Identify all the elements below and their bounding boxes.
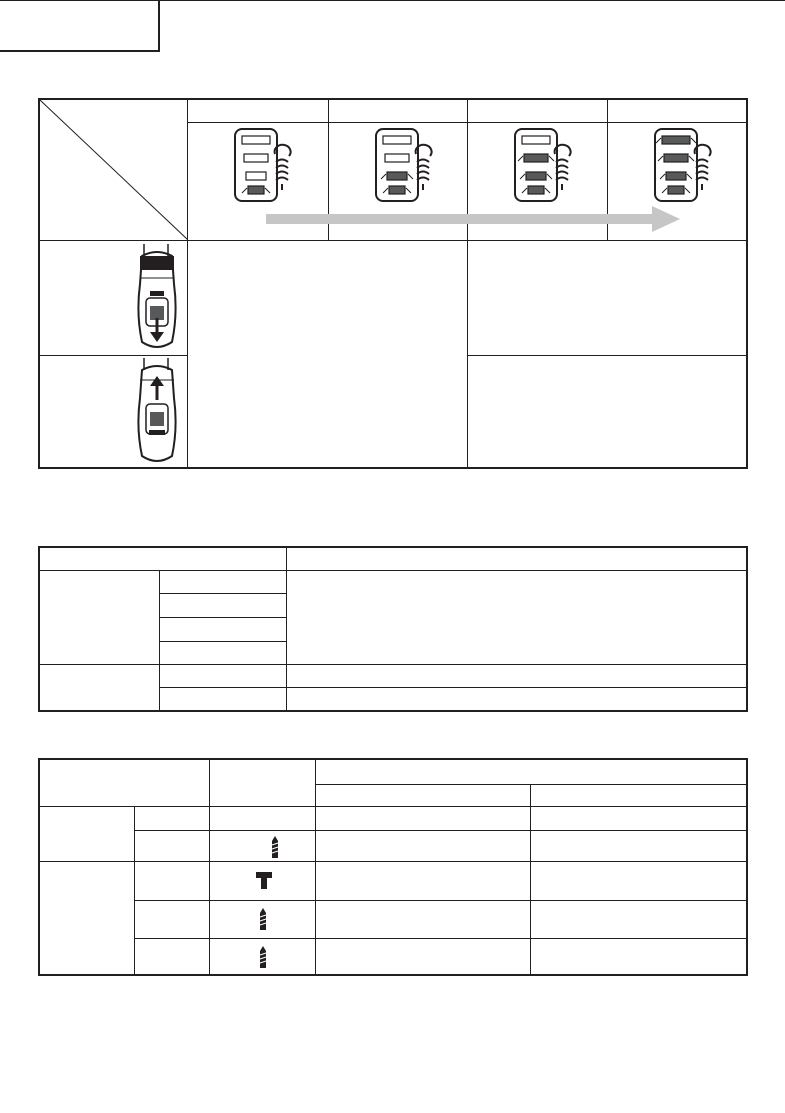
torque-level-indicator-icon — [512, 126, 578, 204]
torque-level-indicator-icon — [373, 126, 439, 204]
drill-top-view-low-speed-icon — [128, 244, 186, 354]
progress-arrow-icon — [266, 206, 680, 232]
hammer-icon — [256, 872, 272, 889]
torque-level-indicator-icon — [652, 126, 718, 204]
drill-bit-icon — [259, 908, 267, 930]
torque-level-indicator-icon — [232, 126, 298, 204]
specification-table — [38, 546, 748, 712]
corner-tab — [0, 0, 160, 52]
application-table — [38, 758, 748, 976]
drill-top-view-high-speed-icon — [128, 358, 186, 466]
diagonal-header-cell — [40, 100, 188, 240]
drill-bit-icon — [259, 946, 267, 968]
mode-indicator-table — [38, 98, 748, 469]
drill-bit-icon — [271, 836, 279, 858]
